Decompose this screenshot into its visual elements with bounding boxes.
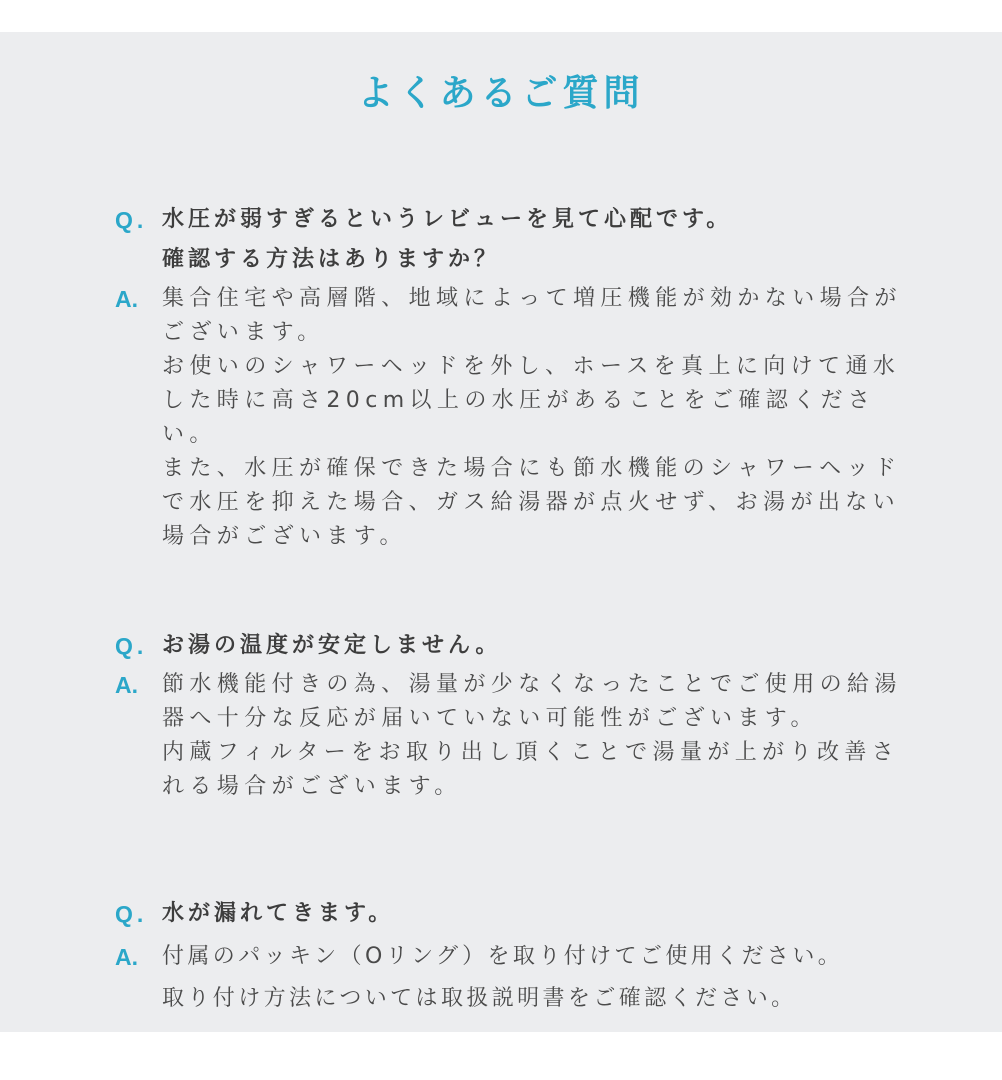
answer-paragraph: お使いのシャワーヘッドを外し、ホースを真上に向けて通水した時に高さ20cm以上の水圧があることをご確認ください。	[162, 354, 901, 447]
page-title: よくあるご質問	[357, 73, 645, 114]
faq-panel	[0, 32, 1002, 1032]
answer	[115, 668, 925, 804]
question	[115, 200, 925, 280]
answer-paragraph: 集合住宅や高層階、地域によって増圧機能が効かない場合がございます。	[162, 286, 902, 345]
question	[115, 626, 925, 666]
question-marker: Q.	[115, 633, 148, 659]
question-line: お湯の温度が安定しません。	[162, 633, 502, 658]
answer-marker: A.	[115, 944, 138, 970]
answer-marker: A.	[115, 672, 138, 698]
answer-paragraph: 付属のパッキン（Oリング）を取り付けてご使用ください。	[162, 944, 844, 969]
faq-item	[115, 200, 925, 554]
question-marker: Q.	[115, 207, 148, 233]
faq-item	[115, 894, 925, 1020]
answer	[115, 936, 925, 1020]
question-line: 確認する方法はありますか？	[162, 247, 501, 272]
answer-paragraph: また、水圧が確保できた場合にも節水機能のシャワーヘッドで水圧を抑えた場合、ガス給湯器が点火せず、お湯が出ない場合がございます。	[162, 456, 902, 549]
answer-paragraph: 節水機能付きの為、湯量が少なくなったことでご使用の給湯器へ十分な反応が届いていない可能性がございます。	[162, 672, 902, 731]
answer-paragraph: 内蔵フィルターをお取り出し頂くことで湯量が上がり改善される場合がございます。	[162, 740, 900, 799]
question	[115, 894, 925, 934]
question-line: 水圧が弱すぎるというレビューを見て心配です。	[162, 207, 733, 232]
question-line: 水が漏れてきます。	[162, 901, 395, 926]
answer-marker: A.	[115, 286, 138, 312]
question-marker: Q.	[115, 901, 148, 927]
answer-paragraph: 取り付け方法については取扱説明書をご確認ください。	[162, 986, 797, 1011]
answer	[115, 282, 925, 554]
faq-item	[115, 626, 925, 804]
